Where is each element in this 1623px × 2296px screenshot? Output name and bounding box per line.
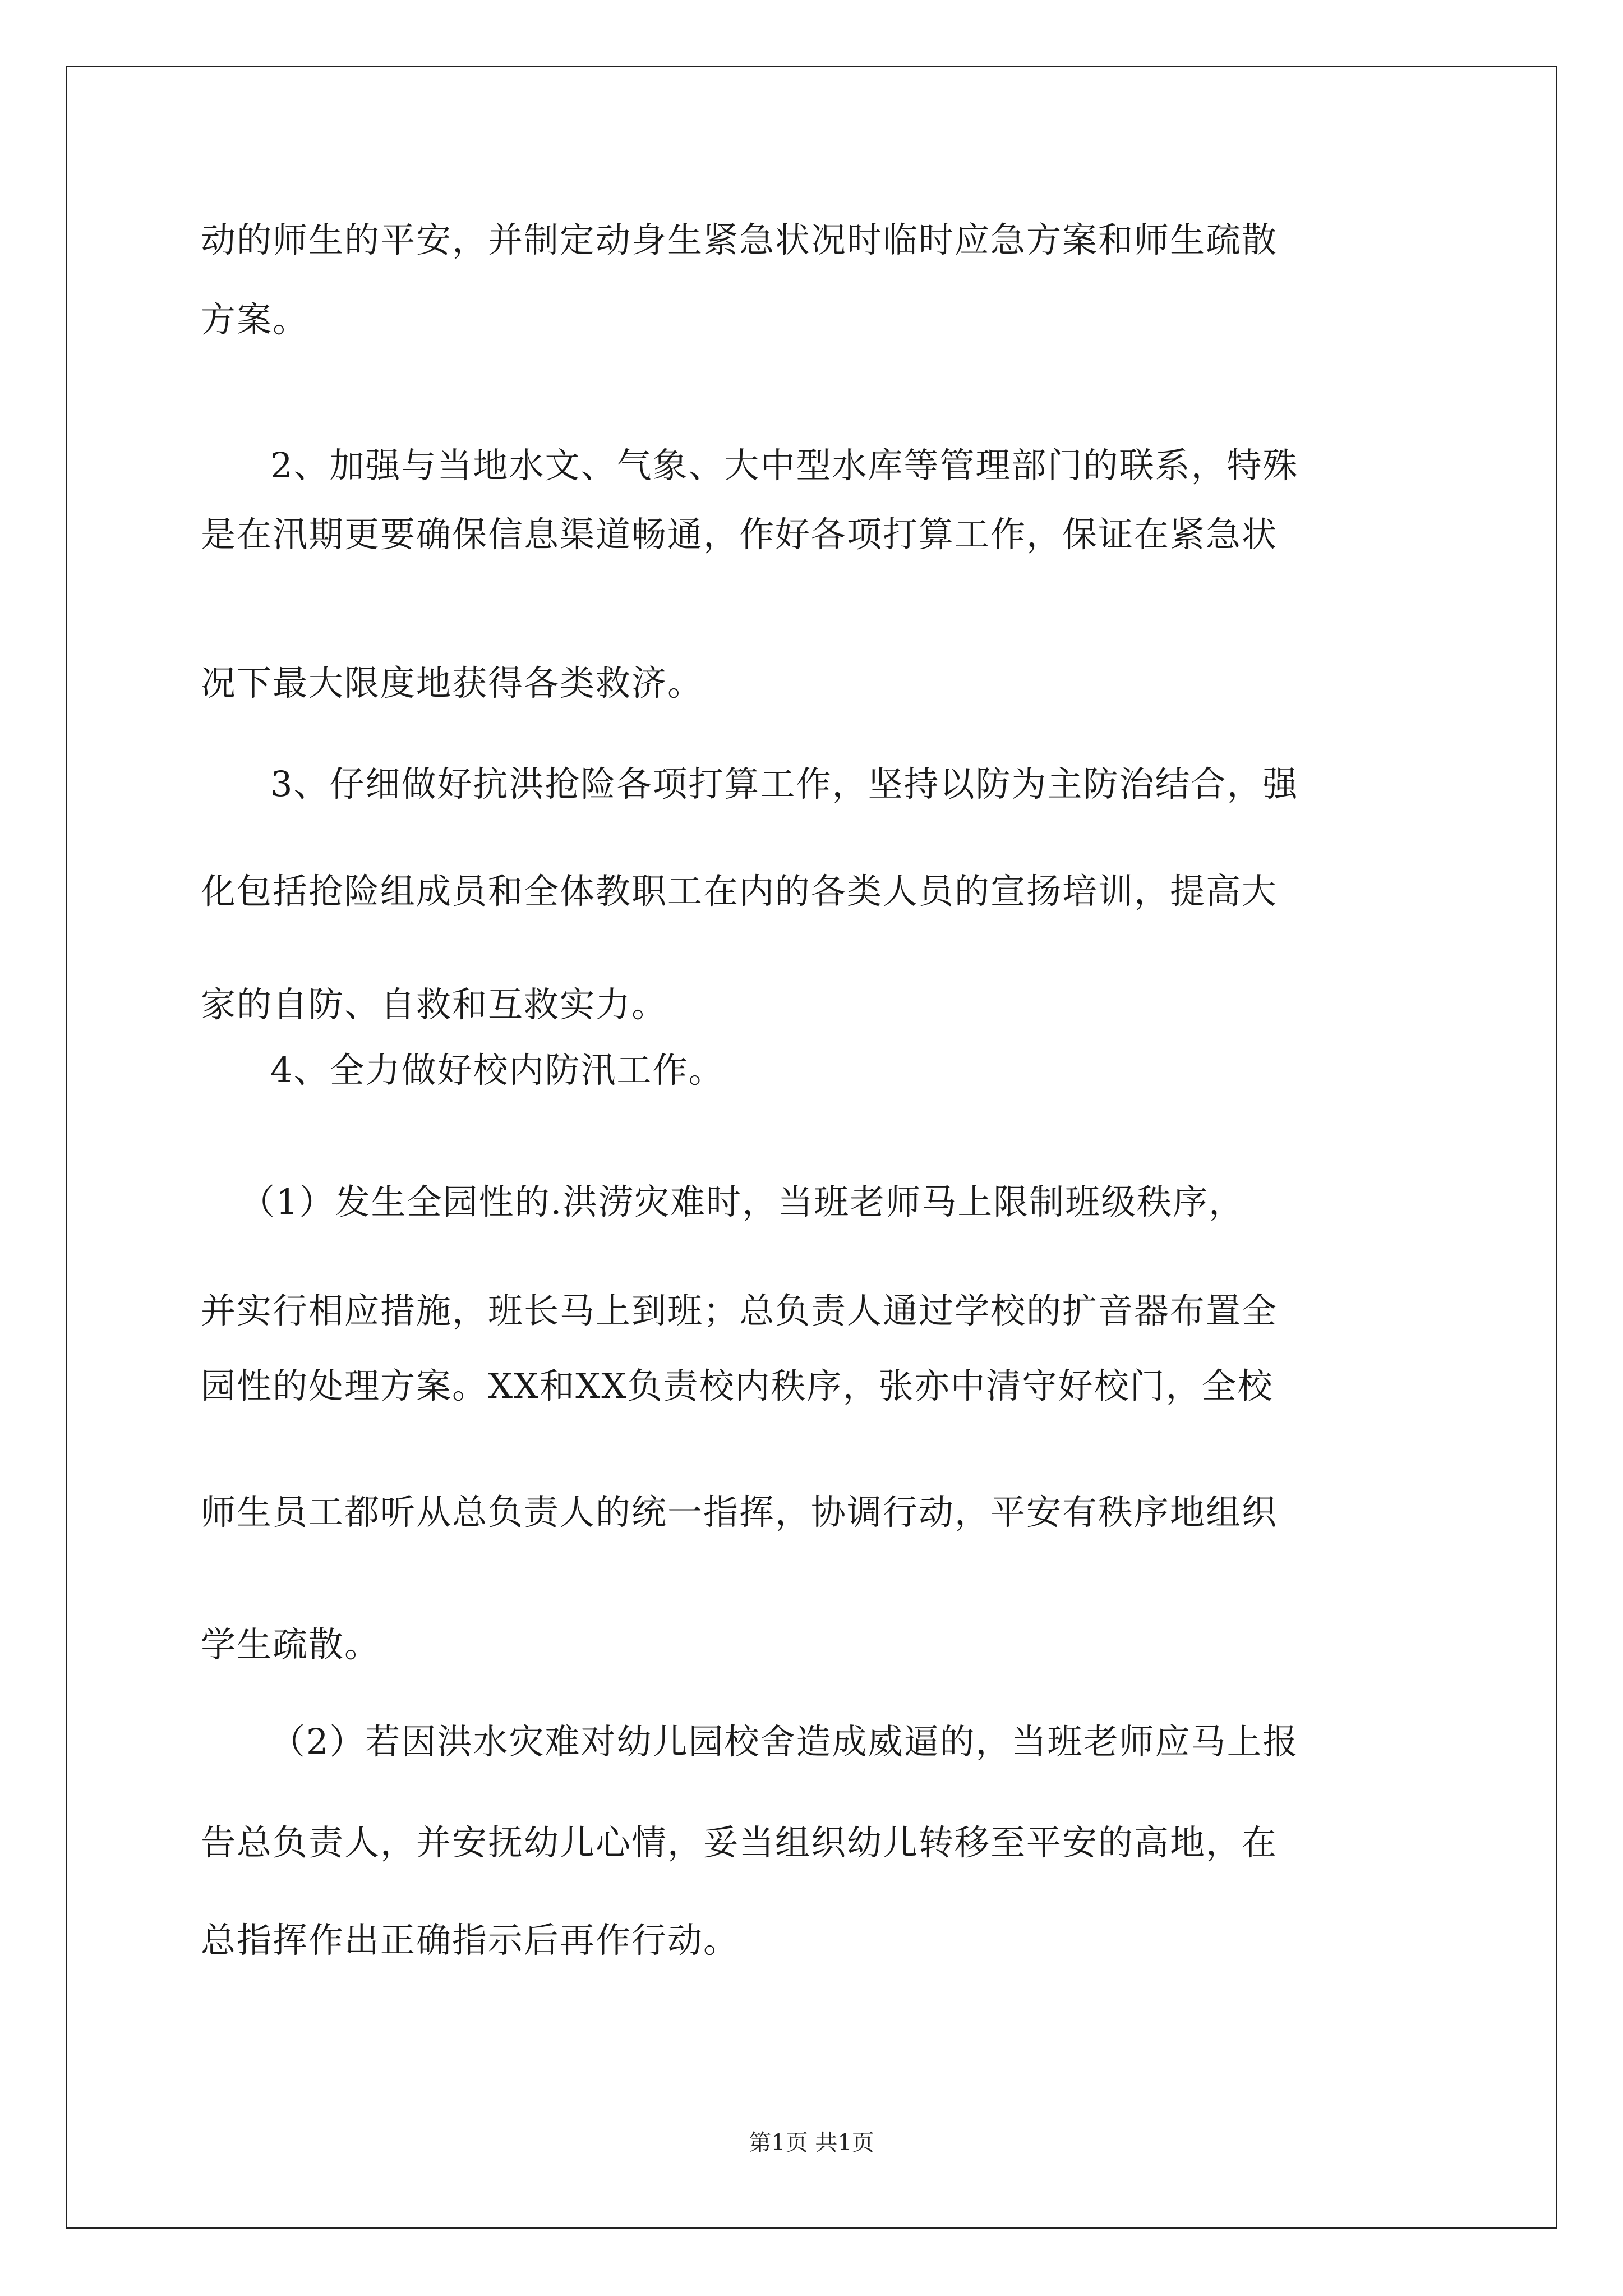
paragraph-line: 师生员工都听从总负责人的统一指挥，协调行动，平安有秩序地组织 [201,1492,1278,1533]
paragraph-line: 4、全力做好校内防汛工作。 [270,1050,725,1091]
paragraph-line: 2、加强与当地水文、气象、大中型水库等管理部门的联系，特殊 [270,445,1299,486]
paragraph-line: 3、仔细做好抗洪抢险各项打算工作，坚持以防为主防治结合，强 [270,763,1299,804]
page-number-footer: 第1页 共1页 [749,2130,874,2156]
paragraph-line: 是在汛期更要确保信息渠道畅通，作好各项打算工作，保证在紧急状 [201,514,1278,555]
paragraph-line: 况下最大限度地获得各类救济。 [201,662,704,703]
page-border [66,66,1557,2229]
paragraph-line: 并实行相应措施，班长马上到班；总负责人通过学校的扩音器布置全 [201,1290,1278,1331]
paragraph-line: （2）若因洪水灾难对幼儿园校舍造成威逼的，当班老师应马上报 [270,1721,1299,1762]
paragraph-line: 总指挥作出正确指示后再作行动。 [201,1920,740,1961]
paragraph-line: 园性的处理方案。XX和XX负责校内秩序，张亦中清守好校门，全校 [201,1365,1274,1406]
paragraph-line: （1）发生全园性的.洪涝灾难时，当班老师马上限制班级秩序， [240,1181,1245,1222]
paragraph-line: 告总负责人，并安抚幼儿心情，妥当组织幼儿转移至平安的高地，在 [201,1822,1278,1863]
paragraph-line: 学生疏散。 [201,1624,381,1665]
paragraph-line: 动的师生的平安，并制定动身生紧急状况时临时应急方案和师生疏散 [201,219,1278,260]
paragraph-line: 家的自防、自救和互救实力。 [201,984,668,1025]
paragraph-line: 化包括抢险组成员和全体教职工在内的各类人员的宣扬培训，提高大 [201,871,1278,912]
paragraph-line: 方案。 [201,299,309,340]
